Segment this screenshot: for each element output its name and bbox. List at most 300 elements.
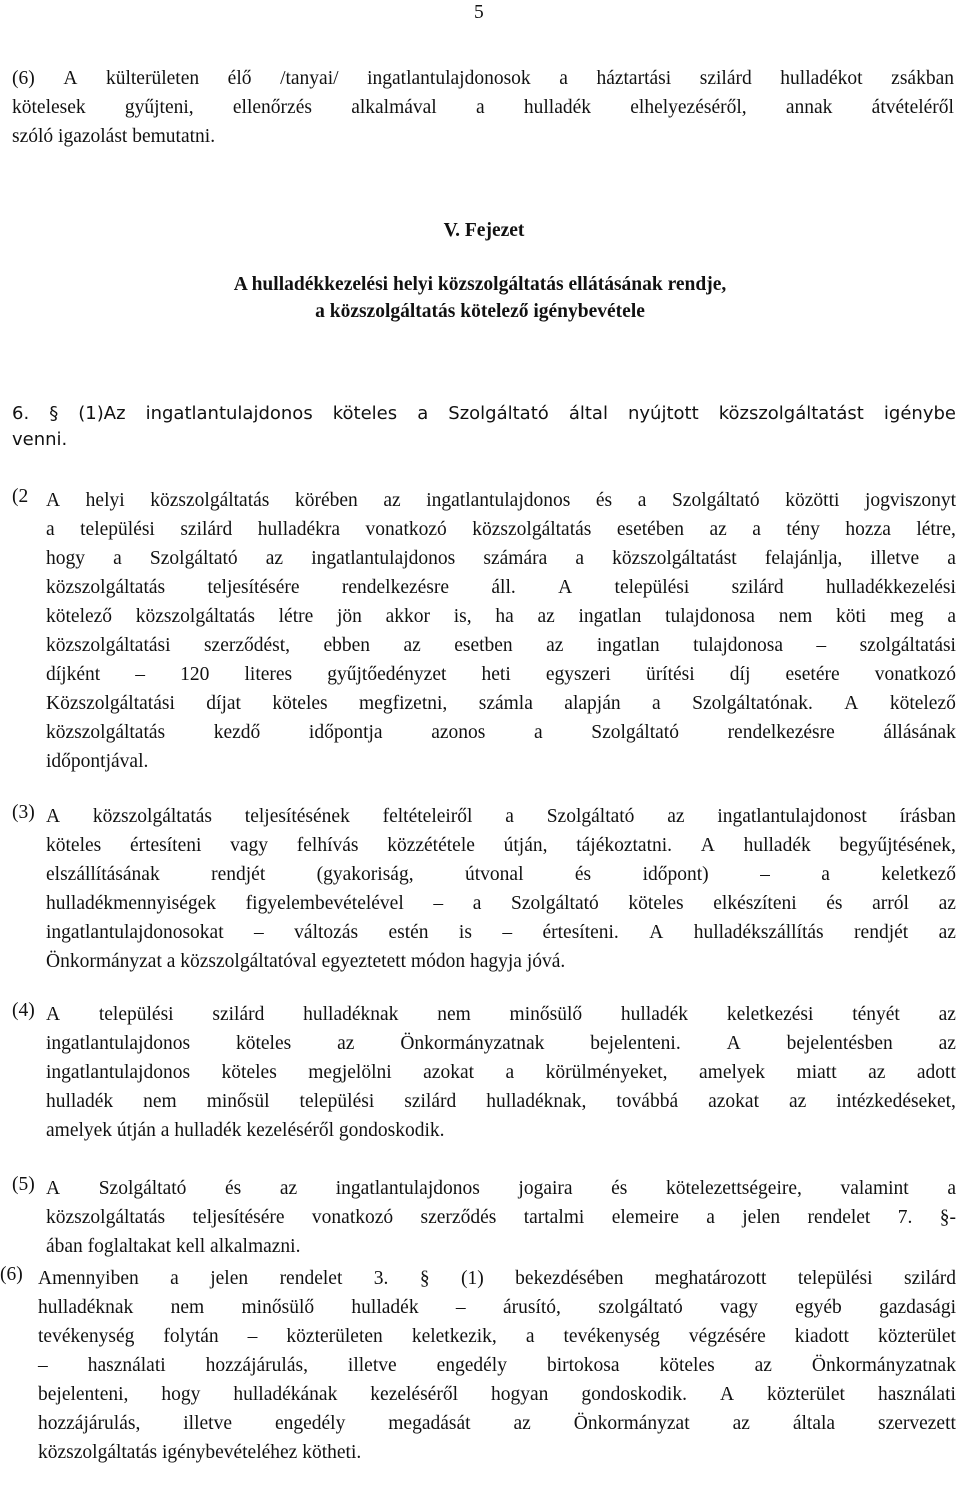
word: bejelenteni, (38, 1384, 129, 1405)
word: az (403, 635, 421, 656)
word: nem (143, 1091, 177, 1112)
word: számla (478, 693, 533, 714)
word: szervezett (877, 1413, 956, 1434)
word: díjként (46, 664, 101, 685)
word: keletkezik, (411, 1326, 497, 1347)
word: közszolgáltatás (46, 722, 166, 743)
section-6 (12, 399, 956, 454)
word: köteles (659, 1355, 715, 1376)
word: időpont) (642, 864, 709, 885)
text-line (46, 486, 956, 515)
word: az (337, 1033, 355, 1054)
text-line (46, 1000, 956, 1029)
word: az (667, 806, 685, 827)
word: – (38, 1355, 48, 1376)
word: § (419, 1268, 430, 1289)
text-line (46, 689, 956, 718)
word: útvonal (465, 864, 524, 885)
word: Önkormányzatnak (400, 1033, 545, 1054)
word: települési (797, 1268, 873, 1289)
paragraph-6-top (12, 64, 954, 151)
word: tevékenység (563, 1326, 660, 1347)
word: begyűjtésének, (839, 835, 956, 856)
word: a (752, 519, 761, 540)
word: tájékoztatni. (576, 835, 673, 856)
word: nem (170, 1297, 205, 1318)
word: az (546, 635, 564, 656)
word: hulladék (743, 835, 811, 856)
word: írásban (899, 806, 956, 827)
word: közszolgáltatás (135, 606, 255, 627)
word: esetére (785, 664, 840, 685)
word: rendelkezésre (727, 722, 835, 743)
word: hulladéknak, (486, 1091, 587, 1112)
word: hozza (845, 519, 891, 540)
text-line (12, 399, 956, 428)
word: esetben (454, 635, 513, 656)
word: nem (778, 606, 813, 627)
word: adott (916, 1062, 956, 1083)
word: közszolgáltatási (46, 635, 171, 656)
word: szilárd (212, 1004, 265, 1025)
word: közszolgáltatás (92, 806, 212, 827)
word: és (225, 1178, 242, 1199)
text-line (46, 718, 956, 747)
word: az (938, 922, 956, 943)
word: ingatlan (578, 606, 642, 627)
word: ha (495, 606, 514, 627)
paragraph-label: (5) (12, 1174, 35, 1195)
word: § (49, 403, 59, 424)
word: díjat (206, 693, 241, 714)
word: a (637, 490, 647, 511)
word: szerződés (420, 1207, 497, 1228)
paragraph-body (46, 1174, 956, 1261)
word: heti (481, 664, 511, 685)
word: köteles (221, 1062, 277, 1083)
word: hulladékot (780, 68, 863, 89)
word: általa (792, 1413, 836, 1434)
word: közötti (785, 490, 840, 511)
word: szilárd (404, 1091, 457, 1112)
word: Szolgáltató (591, 722, 679, 743)
word: a (46, 519, 55, 540)
word: használati (87, 1355, 166, 1376)
word: – (760, 864, 770, 885)
word: az (709, 519, 727, 540)
word: időpontja (308, 722, 383, 743)
text-line: közszolgáltatás igénybevételéhez kötheti. (38, 1442, 362, 1463)
word: feltételeiről (382, 806, 473, 827)
word: köteles (628, 893, 684, 914)
text-line: amelyek útján a hulladék kezeléséről gondoskodik. (46, 1120, 445, 1141)
word: köti (835, 606, 867, 627)
word: egyéb (795, 1297, 842, 1318)
word: engedély (274, 1413, 346, 1434)
word: a (575, 548, 585, 569)
word: kiadott (794, 1326, 849, 1347)
word: háztartási (596, 68, 672, 89)
word: A (844, 693, 859, 714)
word: létre, (916, 519, 956, 540)
word: jelen (210, 1268, 249, 1289)
word: (gyakoriság, (316, 864, 414, 885)
word: alapján (564, 693, 621, 714)
word: köteles (46, 835, 102, 856)
word: szilárd (904, 1268, 956, 1289)
word: minősül (206, 1091, 270, 1112)
chapter-title: V. Fejezet (443, 220, 525, 241)
text-line (38, 1322, 956, 1351)
word: és (574, 864, 592, 885)
word: az (938, 1004, 956, 1025)
word: létre (278, 606, 314, 627)
word: megadását (388, 1413, 471, 1434)
word: közterületen (286, 1326, 383, 1347)
word: A (700, 835, 715, 856)
chapter-subtitle-line-1: A hulladékkezelési helyi közszolgáltatás ellátásának rendje, (233, 274, 727, 295)
word: szilárd (180, 519, 233, 540)
word: kezeléséről (370, 1384, 458, 1405)
word: a (170, 1268, 179, 1289)
word: a (505, 1062, 515, 1083)
word: jogviszonyt (865, 490, 956, 511)
word: települési (80, 519, 155, 540)
word: tartalmi (523, 1207, 585, 1228)
word: felajánlja, (764, 548, 843, 569)
word: teljesítésére (207, 577, 300, 598)
word: ingatlantulajdonos (311, 548, 456, 569)
word: – (247, 1326, 258, 1347)
word: kötelező (889, 693, 956, 714)
paragraph-label: (3) (12, 802, 35, 823)
paragraph-label: (6) (0, 1264, 23, 1285)
word: rendelet (807, 1207, 871, 1228)
word: a (505, 806, 514, 827)
word: értesíteni. (542, 922, 619, 943)
text-line (46, 602, 956, 631)
page-number: 5 (474, 2, 484, 23)
word: A (726, 1033, 741, 1054)
word: élő (227, 68, 252, 89)
word: az (732, 1413, 750, 1434)
word: gyűjteni, (124, 97, 194, 118)
word: hulladék (620, 1004, 689, 1025)
word: (6) (12, 68, 35, 89)
word: közszolgáltatást (718, 403, 864, 424)
word: közzététele (387, 835, 475, 856)
word: bejelentésben (786, 1033, 893, 1054)
word: által (568, 403, 608, 424)
word: hulladéknak (303, 1004, 399, 1025)
word: Önkormányzatnak (811, 1355, 956, 1376)
word: literes (244, 664, 293, 685)
text-line (46, 573, 956, 602)
word: – (502, 922, 513, 943)
text-line (38, 1380, 956, 1409)
word: estén (388, 922, 429, 943)
text-line (38, 1293, 956, 1322)
word: rendelet (279, 1268, 343, 1289)
word: bekezdésében (515, 1268, 624, 1289)
word: szilárd (699, 68, 752, 89)
paragraph-body (46, 802, 956, 976)
text-line (46, 1029, 956, 1058)
word: kötelezettségeire, (666, 1178, 802, 1199)
word: közszolgáltatás (150, 490, 270, 511)
word: közszolgáltatást (612, 548, 737, 569)
word: ingatlantulajdonos (426, 490, 571, 511)
text-line (46, 1174, 956, 1203)
word: birtokosa (546, 1355, 620, 1376)
text-line (46, 831, 956, 860)
word: nem (437, 1004, 471, 1025)
word: A (46, 806, 61, 827)
text-line (38, 1351, 956, 1380)
word: helyi (85, 490, 125, 511)
word: az (938, 893, 956, 914)
text-line (46, 889, 956, 918)
chapter-subtitle-line-2: a közszolgáltatás kötelező igénybevétele (315, 301, 645, 322)
text-line: szóló igazolást bemutatni. (12, 126, 216, 147)
word: változás (294, 922, 359, 943)
word: továbbá (616, 1091, 679, 1112)
text-line: ában foglaltakat kell alkalmazni. (46, 1236, 301, 1257)
word: köteles (332, 403, 398, 424)
word: Szolgáltató (98, 1178, 187, 1199)
text-line (46, 631, 956, 660)
word: Szolgáltató (511, 893, 599, 914)
word: elhelyezéséről, (630, 97, 747, 118)
word: használati (877, 1384, 956, 1405)
word: hogy (161, 1384, 201, 1405)
word: minősülő (241, 1297, 315, 1318)
word: minősülő (509, 1004, 583, 1025)
word: az (938, 1033, 956, 1054)
word: az (868, 1062, 886, 1083)
word: állásának (883, 722, 956, 743)
word: átvételéről (871, 97, 954, 118)
word: tulajdonosa (665, 606, 755, 627)
word: keletkezési (726, 1004, 814, 1025)
word: ebben (323, 635, 371, 656)
word: szolgáltatási (859, 635, 956, 656)
word: alkalmával (351, 97, 437, 118)
word: megjelölni (308, 1062, 392, 1083)
word: akkor (385, 606, 431, 627)
word: azokat (423, 1062, 475, 1083)
word: A (46, 490, 61, 511)
word: ingatlantulajdonos (335, 1178, 480, 1199)
word: szerződést, (203, 635, 291, 656)
word: keletkező (881, 864, 956, 885)
word: a (533, 722, 543, 743)
word: 7. (897, 1207, 913, 1228)
text-line: venni. (12, 429, 68, 450)
word: folytán (163, 1326, 219, 1347)
word: meg (890, 606, 924, 627)
word: a (525, 1326, 535, 1347)
word: ingatlantulajdonosokat (46, 922, 224, 943)
word: közterület (877, 1326, 956, 1347)
word: a (947, 1178, 956, 1199)
word: hulladék (523, 97, 592, 118)
word: a (417, 403, 429, 424)
word: hulladék (46, 1091, 114, 1112)
word: ingatlantulajdonos (46, 1033, 191, 1054)
word: meghatározott (654, 1268, 767, 1289)
word: jön (336, 606, 362, 627)
word: a (947, 606, 956, 627)
word: ingatlantulajdonos (145, 403, 313, 424)
word: tulajdonosa (693, 635, 783, 656)
word: a (559, 68, 568, 89)
word: a (475, 97, 485, 118)
word: köteles (235, 1033, 292, 1054)
text-line (46, 515, 956, 544)
word: – (455, 1297, 466, 1318)
word: hulladékmennyiségek (46, 893, 217, 914)
word: engedély (436, 1355, 507, 1376)
paragraph-body (46, 1000, 956, 1145)
word: bejelenteni. (590, 1033, 681, 1054)
word: A (649, 922, 664, 943)
word: – (433, 893, 444, 914)
word: és (595, 490, 613, 511)
word: illetve (347, 1355, 397, 1376)
word: külterületen (105, 68, 200, 89)
word: A (46, 1004, 61, 1025)
word: ellenőrzés (232, 97, 312, 118)
word: tény (786, 519, 820, 540)
text-line (46, 1087, 956, 1116)
word: és (611, 1178, 628, 1199)
word: azokat (708, 1091, 759, 1112)
word: teljesítésének (244, 806, 350, 827)
word: hulladékra (257, 519, 341, 540)
text-line (46, 802, 956, 831)
word: arról (872, 893, 909, 914)
word: megfizetni, (359, 693, 448, 714)
word: a (706, 1207, 715, 1228)
word: Szolgáltatónak. (692, 693, 813, 714)
text-line: időpontjával. (46, 751, 149, 772)
text-line (12, 64, 954, 93)
word: közszolgáltatás (46, 577, 166, 598)
word: települési (614, 577, 690, 598)
word: Önkormányzat (573, 1413, 690, 1434)
paragraph-body (46, 486, 956, 776)
word: hozzájárulás, (205, 1355, 308, 1376)
word: (1) (461, 1268, 484, 1289)
word: az (754, 1355, 772, 1376)
word: a (472, 893, 482, 914)
word: az (537, 606, 555, 627)
paragraph-label: (2 (12, 486, 29, 507)
word: tényét (852, 1004, 900, 1025)
word: ürítési (645, 664, 695, 685)
word: az (788, 1091, 807, 1112)
word: egyszeri (545, 664, 611, 685)
word: gyűjtőedényzet (327, 664, 447, 685)
word: azonos (431, 722, 486, 743)
word: közszolgáltatás (472, 519, 592, 540)
word: közterület (767, 1384, 845, 1405)
word: értesíteni (129, 835, 202, 856)
word: 3. (373, 1268, 389, 1289)
word: – (135, 664, 146, 685)
word: elszállításának (46, 864, 160, 885)
text-line (46, 918, 956, 947)
word: teljesítésére (192, 1207, 285, 1228)
word: jogaira (518, 1178, 573, 1199)
word: vonatkozó (365, 519, 447, 540)
word: hozzájárulás, (38, 1413, 141, 1434)
paragraph-label: (4) (12, 1000, 35, 1021)
word: végzésére (688, 1326, 766, 1347)
word: miatt (796, 1062, 837, 1083)
word: Amennyiben (38, 1268, 139, 1289)
word: illetve (183, 1413, 232, 1434)
word: szilárd (731, 577, 784, 598)
word: A (63, 68, 78, 89)
word: hogy (46, 548, 85, 569)
word: gondoskodik. (581, 1384, 687, 1405)
word: kötelező (46, 606, 113, 627)
word: Közszolgáltatási (46, 693, 175, 714)
word: is (458, 922, 472, 943)
word: települési (299, 1091, 375, 1112)
text-line (46, 1058, 956, 1087)
word: illetve (870, 548, 920, 569)
word: elemeire (611, 1207, 679, 1228)
word: felhívás (296, 835, 359, 856)
word: rendjét (854, 922, 909, 943)
word: §- (939, 1207, 956, 1228)
word: /tanyai/ (280, 68, 339, 89)
word: Szolgáltató (671, 490, 760, 511)
word: elkészíteni (713, 893, 797, 914)
word: jelen (742, 1207, 781, 1228)
word: vagy (230, 835, 269, 856)
word: hulladékszállítás (693, 922, 824, 943)
word: díj (729, 664, 751, 685)
word: a (947, 548, 956, 569)
word: az (383, 490, 401, 511)
word: hulladéknak (38, 1297, 134, 1318)
word: a (821, 864, 830, 885)
word: ingatlantulajdonos (46, 1062, 191, 1083)
word: esetében (616, 519, 684, 540)
word: az (279, 1178, 298, 1199)
word: az (265, 548, 284, 569)
word: az (513, 1413, 531, 1434)
word: rendelkezésre (341, 577, 450, 598)
word: A (558, 577, 573, 598)
word: – (816, 635, 827, 656)
word: Szolgáltató (448, 403, 549, 424)
text-line (38, 1264, 956, 1293)
word: annak (785, 97, 833, 118)
word: a (652, 693, 661, 714)
word: vagy (720, 1297, 758, 1318)
text-line (46, 860, 956, 889)
word: kötelesek (12, 97, 86, 118)
word: számára (483, 548, 548, 569)
word: hulladékkezelési (825, 577, 956, 598)
word: körülményeket, (545, 1062, 668, 1083)
text-line (46, 544, 956, 573)
